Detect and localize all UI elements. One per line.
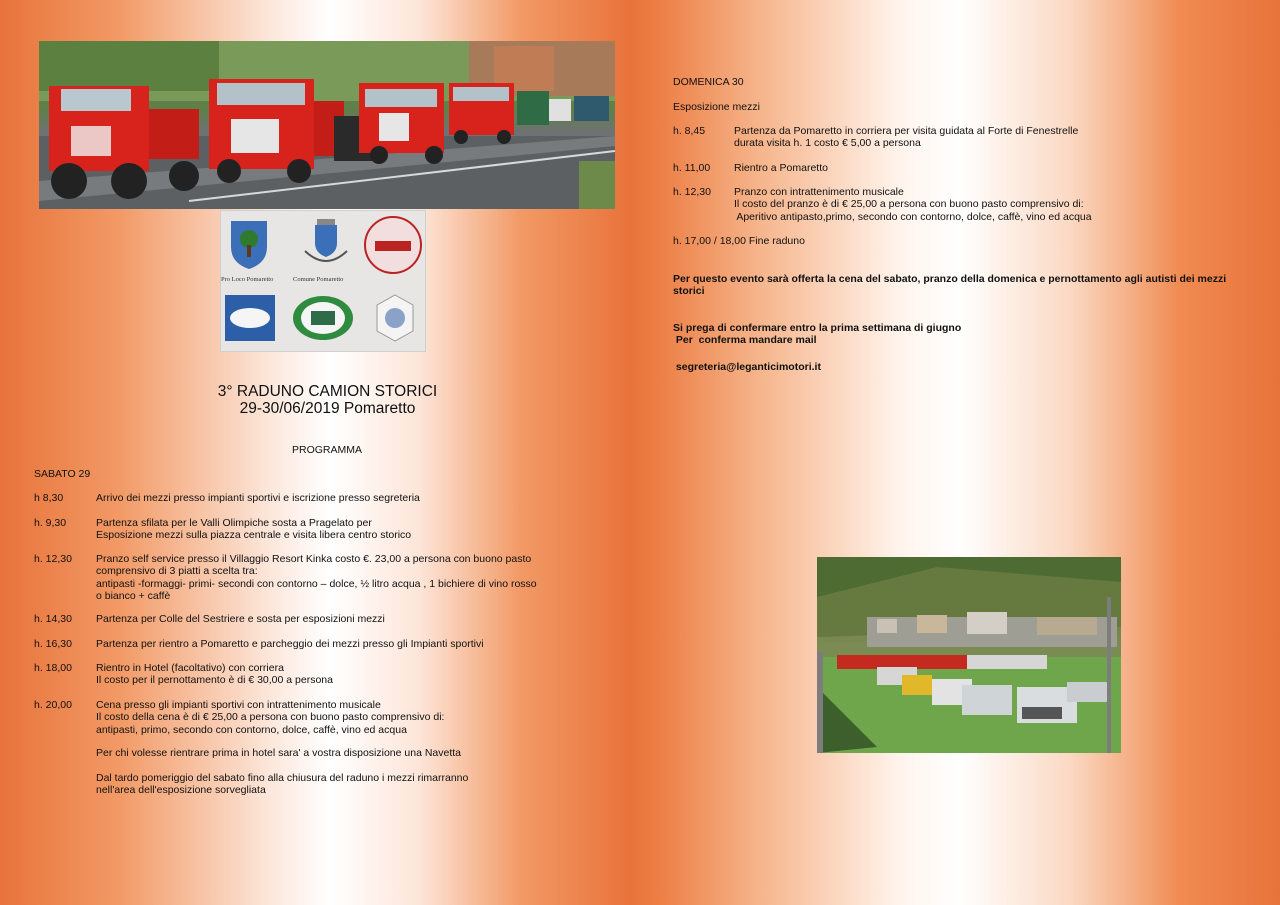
- schedule-time: h. 20,00: [34, 699, 72, 711]
- schedule-time: h. 16,30: [34, 638, 72, 650]
- sponsor-logos-panel: [220, 210, 426, 352]
- event-title: [200, 383, 455, 417]
- schedule-text: Pranzo con intrattenimento musicale Il costo del pranzo è di € 25,00 a persona con buono pasto comprensivo di: Aperitivo antipasto,primo, secondo con contorno, dolce, caffè, vino ed acqua: [734, 186, 1092, 223]
- schedule-time: h 8,30: [34, 492, 64, 504]
- schedule-time: h. 12,30: [673, 186, 711, 198]
- schedule-text: Partenza sfilata per le Valli Olimpiche sosta a Pragelato per Esposizione mezzi sulla piazza centrale e visita libera centro storico: [96, 517, 412, 542]
- schedule-text: Pranzo self service presso il Villaggio Resort Kinka costo €. 23,00 a persona con buono pasto comprensivo di 3 piatti a scelta tra: antipasti -formaggi- primi- secondi con contorno – dolce, ½ litro acqua , 1 bichiere di vino rosso o bianco + caffè: [96, 553, 537, 603]
- contact-email: segreteria@leganticimotori.it: [673, 361, 821, 373]
- schedule-text: Arrivo dei mezzi presso impianti sportivi e iscrizione presso segreteria: [96, 492, 420, 504]
- schedule-time: h. 12,30: [34, 553, 72, 565]
- schedule-time: h. 11,00: [673, 162, 711, 174]
- schedule-text: Partenza per rientro a Pomaretto e parcheggio dei mezzi presso gli Impianti sportivi: [96, 638, 484, 650]
- schedule-time: h. 9,30: [34, 517, 67, 529]
- programma-heading: PROGRAMMA: [292, 444, 363, 456]
- schedule-time: h. 18,00: [34, 662, 72, 674]
- title-line-1: 3° RADUNO CAMION STORICI: [217, 383, 438, 400]
- offer-note: Per questo evento sarà offerta la cena del sabato, pranzo della domenica e pernottamento agli autisti dei mezzi storici: [673, 273, 1227, 298]
- sunday-heading: DOMENICA 30: [673, 76, 744, 88]
- title-line-2: 29-30/06/2019 Pomaretto: [239, 400, 416, 417]
- end-of-event: h. 17,00 / 18,00 Fine raduno: [673, 235, 805, 247]
- confirm-note: Si prega di confermare entro la prima settimana di giugno Per conferma mandare mail: [673, 322, 962, 347]
- schedule-text: Rientro a Pomaretto: [734, 162, 828, 174]
- trucks-parade-photo: [39, 41, 615, 209]
- comune-caption: Comune Pomaretto: [293, 276, 344, 283]
- schedule-time: h. 14,30: [34, 613, 72, 625]
- schedule-text: Rientro in Hotel (facoltativo) con corriera Il costo per il pernottamento è di € 30,00 a persona: [96, 662, 333, 687]
- pro-loco-caption: Pro Loco Pomaretto: [221, 276, 274, 283]
- sunday-subtitle: Esposizione mezzi: [673, 101, 760, 113]
- shuttle-note: Per chi volesse rientrare prima in hotel sara' a vostra disposizione una Navetta: [96, 747, 462, 759]
- schedule-text: Partenza per Colle del Sestriere e sosta per esposizioni mezzi: [96, 613, 385, 625]
- trucks-exhibition-photo: [817, 557, 1121, 753]
- schedule-text: Partenza da Pomaretto in corriera per visita guidata al Forte di Fenestrelle durata visita h. 1 costo € 5,00 a persona: [734, 125, 1079, 150]
- saturday-heading: SABATO 29: [34, 468, 91, 480]
- schedule-text: Cena presso gli impianti sportivi con intrattenimento musicale Il costo della cena è di € 25,00 a persona con buono pasto comprensivo di: antipasti, primo, secondo con contorno, dolce, caffè, vino ed acqua: [96, 699, 445, 736]
- schedule-time: h. 8,45: [673, 125, 706, 137]
- exhibition-note: Dal tardo pomeriggio del sabato fino alla chiusura del raduno i mezzi rimarranno nell'area dell'esposizione sorvegliata: [96, 772, 469, 797]
